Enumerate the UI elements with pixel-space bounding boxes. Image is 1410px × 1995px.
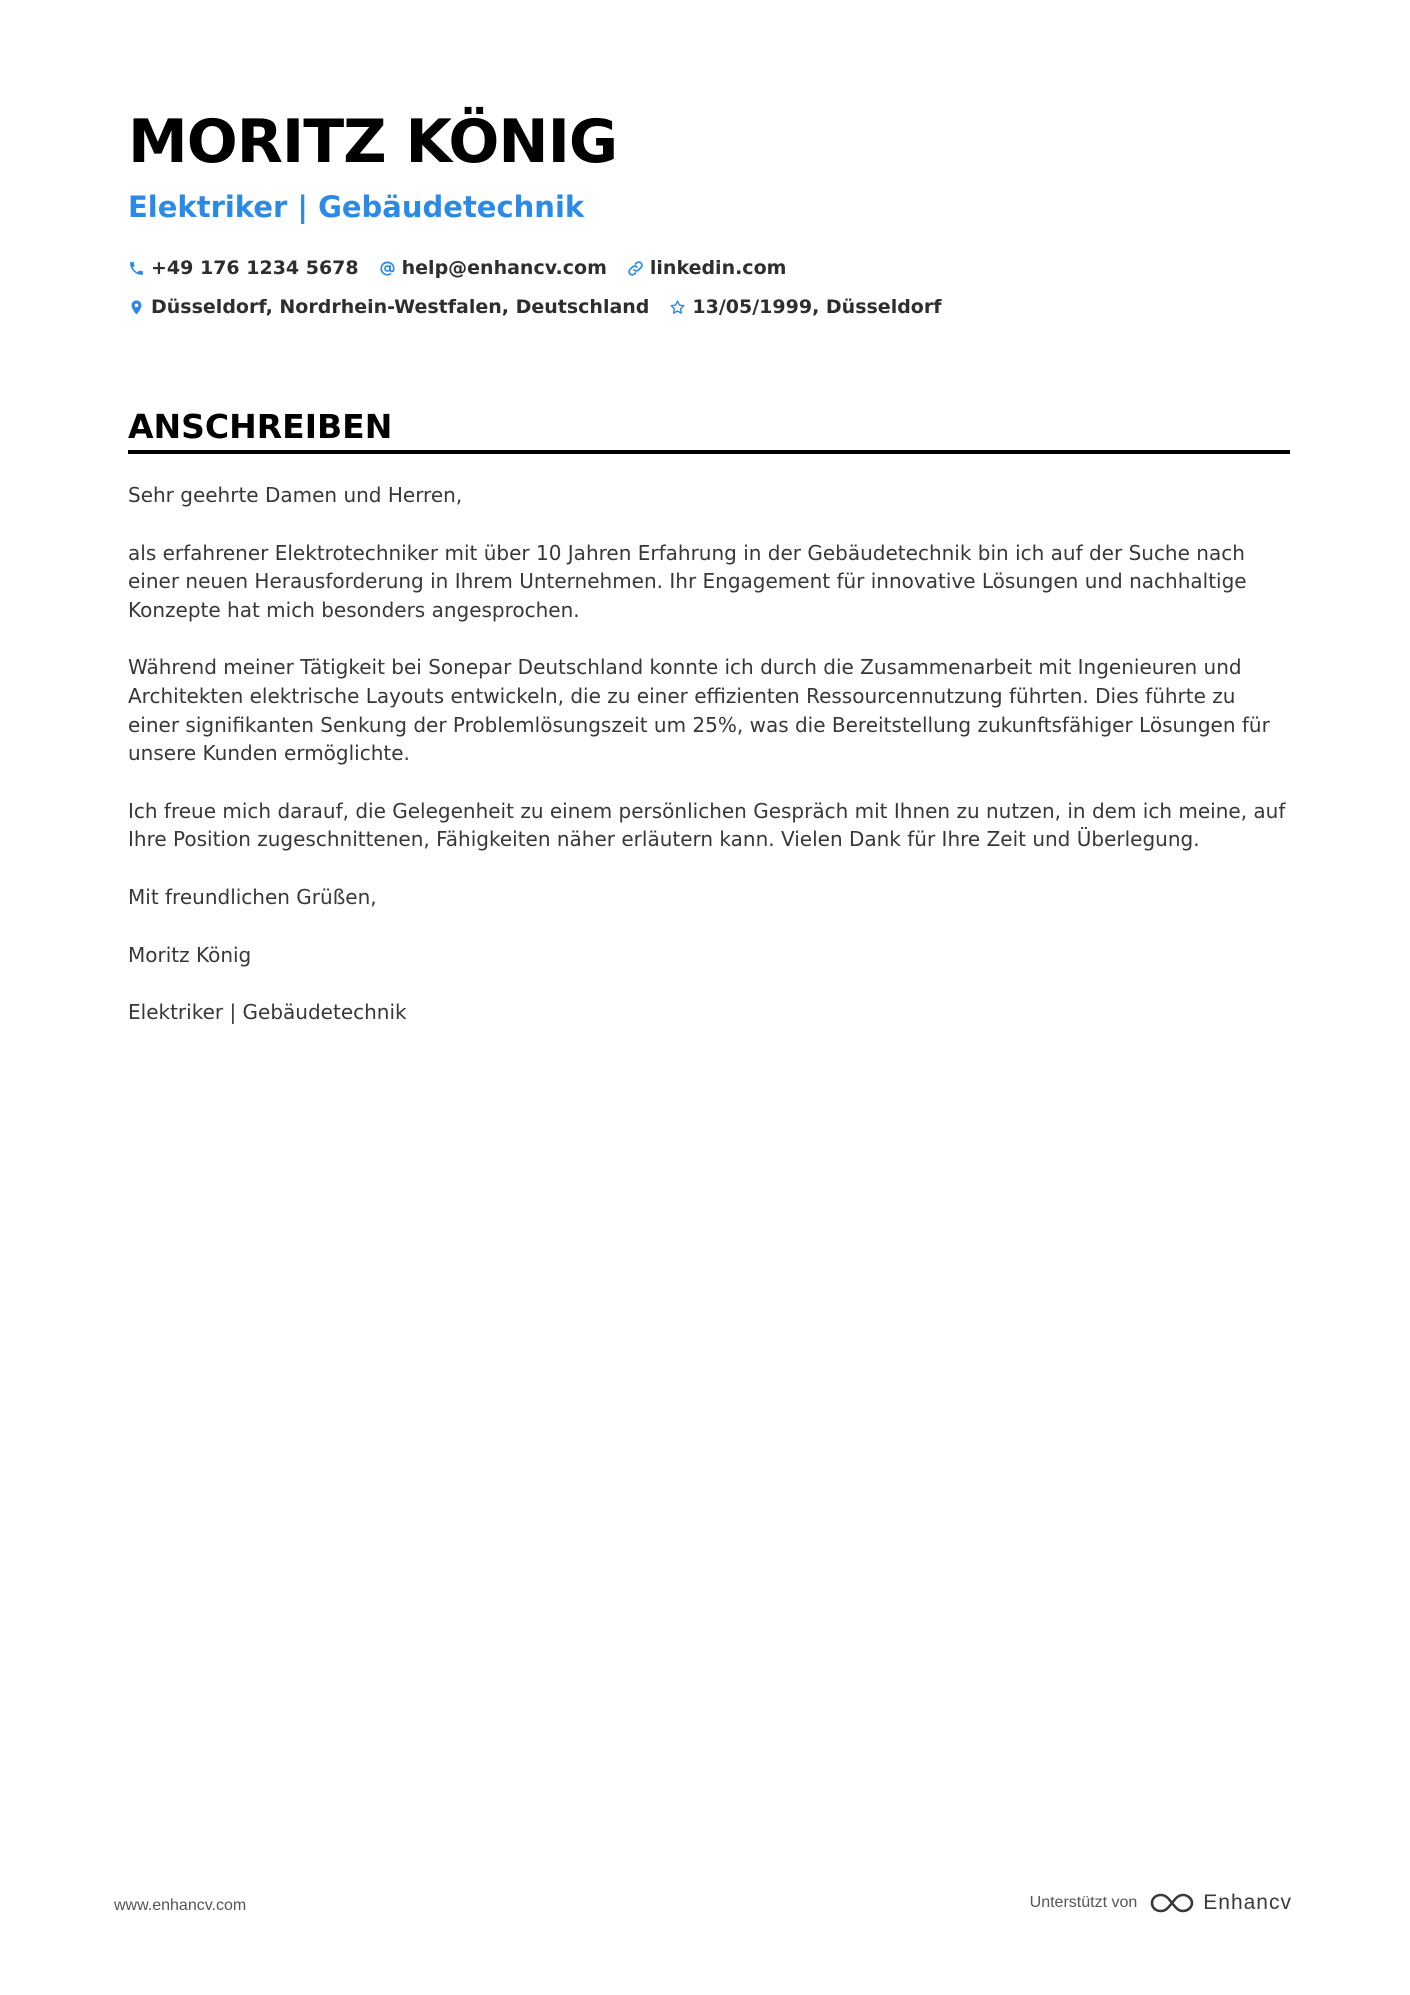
salutation: Sehr geehrte Damen und Herren,: [128, 483, 463, 507]
signature-title: Elektriker | Gebäudetechnik: [128, 1000, 407, 1025]
contact-location: [128, 294, 649, 320]
letter-paragraph: als erfahrener Elektrotechniker mit über 10 Jahren Erfahrung in der Gebäudetechnik bin ich auf der Suche nach einer neuen Herausforderung in Ihrem Unternehmen. Ihr Engagement für innovative Lösungen und nachhaltige Konzepte hat mich besonders angesprochen.: [128, 540, 1247, 622]
contact-linkedin[interactable]: [627, 255, 787, 281]
contact-email[interactable]: [379, 255, 607, 281]
link-icon: [627, 260, 644, 277]
linkedin-text: linkedin.com: [649, 257, 787, 279]
footer-website[interactable]: www.enhancv.com: [114, 1897, 247, 1914]
closing: Mit freundlichen Grüßen,: [128, 884, 377, 909]
letter-paragraph: Während meiner Tätigkeit bei Sonepar Deutschland konnte ich durch die Zusammenarbeit mit Ingenieuren und Architekten elektrische Layouts entwickeln, die zu einer effizienten Ressourcennutzung führten. Dies führte zu einer signifikanten Senkung der Problemlösungszeit um 25%, was die Bereitstellung zukunftsfähiger Lösungen für unsere Kunden ermöglichte.: [128, 655, 1270, 766]
letter-paragraph: Ich freue mich darauf, die Gelegenheit zu einem persönlichen Gespräch mit Ihnen zu nutzen, in dem ich meine, auf Ihre Position zugeschnittenen, Fähigkeiten näher erläutern kann. Vielen Dank für Ihre Zeit und Überlegung.: [128, 798, 1286, 852]
signature-name: Moritz König: [128, 942, 252, 967]
star-icon: [669, 299, 686, 316]
contact-phone[interactable]: [128, 255, 359, 281]
section-title: ANSCHREIBEN: [128, 407, 393, 446]
at-icon: [379, 260, 396, 277]
job-title: Elektriker | Gebäudetechnik: [128, 190, 585, 224]
birth-text: 13/05/1999, Düsseldorf: [692, 296, 942, 318]
phone-text: +49 176 1234 5678: [151, 257, 359, 279]
candidate-name: MORITZ KÖNIG: [128, 107, 618, 177]
location-icon: [128, 299, 145, 316]
location-text: Düsseldorf, Nordrhein-Westfalen, Deutschland: [151, 296, 650, 318]
enhancv-logo-icon: [1149, 1889, 1195, 1917]
contact-birth: [669, 294, 941, 320]
phone-icon: [128, 260, 145, 277]
email-text: help@enhancv.com: [401, 257, 607, 279]
letter-body: [128, 481, 1292, 1056]
contact-info: [128, 255, 1288, 320]
footer-branding[interactable]: [1030, 1889, 1292, 1917]
enhancv-wordmark: Enhancv: [1203, 1891, 1292, 1914]
powered-by-text: Unterstützt von: [1029, 1894, 1138, 1911]
section-divider: [128, 450, 1290, 454]
